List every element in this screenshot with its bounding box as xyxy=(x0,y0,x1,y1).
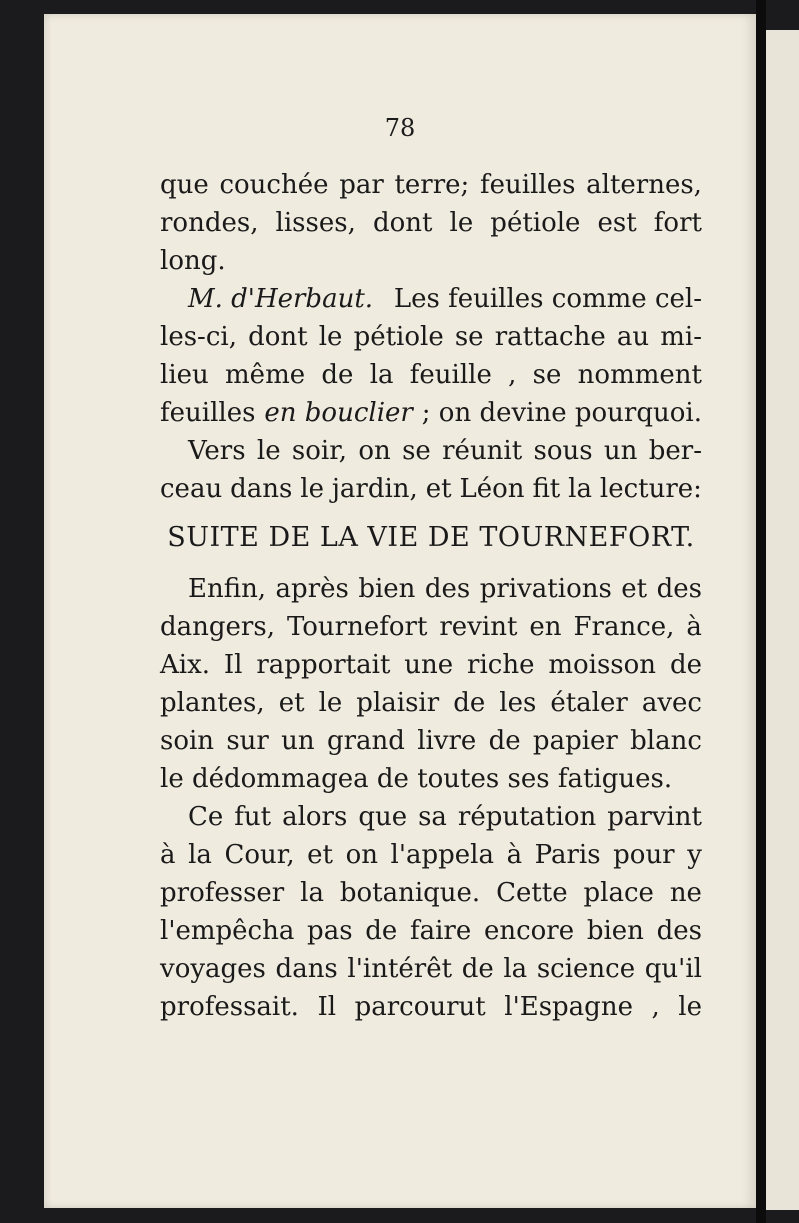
text-line: Aix. Il rapportait une riche moisson de xyxy=(160,650,702,680)
text-line: Enfin, après bien des privations et des xyxy=(188,574,702,604)
book-gutter xyxy=(756,0,766,1223)
text-line: le dédommagea de toutes ses fatigues. xyxy=(160,764,673,794)
text-line: à la Cour, et on l'appela à Paris pour y xyxy=(160,840,702,870)
text-fragment: feuilles xyxy=(160,398,256,428)
speaker-name: M. d'Herbaut. xyxy=(188,284,374,314)
text-fragment: ; on devine pourquoi. xyxy=(421,398,702,428)
text-line: professait. Il parcourut l'Espagne , le xyxy=(160,992,702,1022)
body-text xyxy=(160,166,702,1026)
section-heading: SUITE DE LA VIE DE TOURNEFORT. xyxy=(167,522,695,553)
adjacent-page-edge xyxy=(766,30,799,1210)
page-number: 78 xyxy=(384,114,416,142)
text-line: long. xyxy=(160,246,226,276)
text-line: lieu même de la feuille , se nomment xyxy=(160,360,702,390)
text-line: les-ci, dont le pétiole se rattache au mi- xyxy=(160,322,702,352)
text-line: que couchée par terre; feuilles alternes, xyxy=(160,170,702,200)
book-page xyxy=(44,14,756,1208)
text-line xyxy=(160,280,702,318)
italic-term: en bouclier xyxy=(264,398,413,428)
text-line: l'empêcha pas de faire encore bien des xyxy=(160,916,702,946)
text-line: plantes, et le plaisir de les étaler avec xyxy=(160,688,702,718)
text-line xyxy=(160,394,702,432)
text-line: Vers le soir, on se réunit sous un ber- xyxy=(188,436,702,466)
text-line: voyages dans l'intérêt de la science qu'il xyxy=(160,954,702,984)
text-line: rondes, lisses, dont le pétiole est fort xyxy=(160,208,702,238)
text-line: soin sur un grand livre de papier blanc xyxy=(160,726,702,756)
text-line: dangers, Tournefort revint en France, à xyxy=(160,612,702,642)
text-line: Ce fut alors que sa réputation parvint xyxy=(188,802,702,832)
text-line: ceau dans le jardin, et Léon fit la lecture: xyxy=(160,474,702,504)
text-fragment: Les feuilles comme cel- xyxy=(393,284,702,314)
text-line: professer la botanique. Cette place ne xyxy=(160,878,702,908)
